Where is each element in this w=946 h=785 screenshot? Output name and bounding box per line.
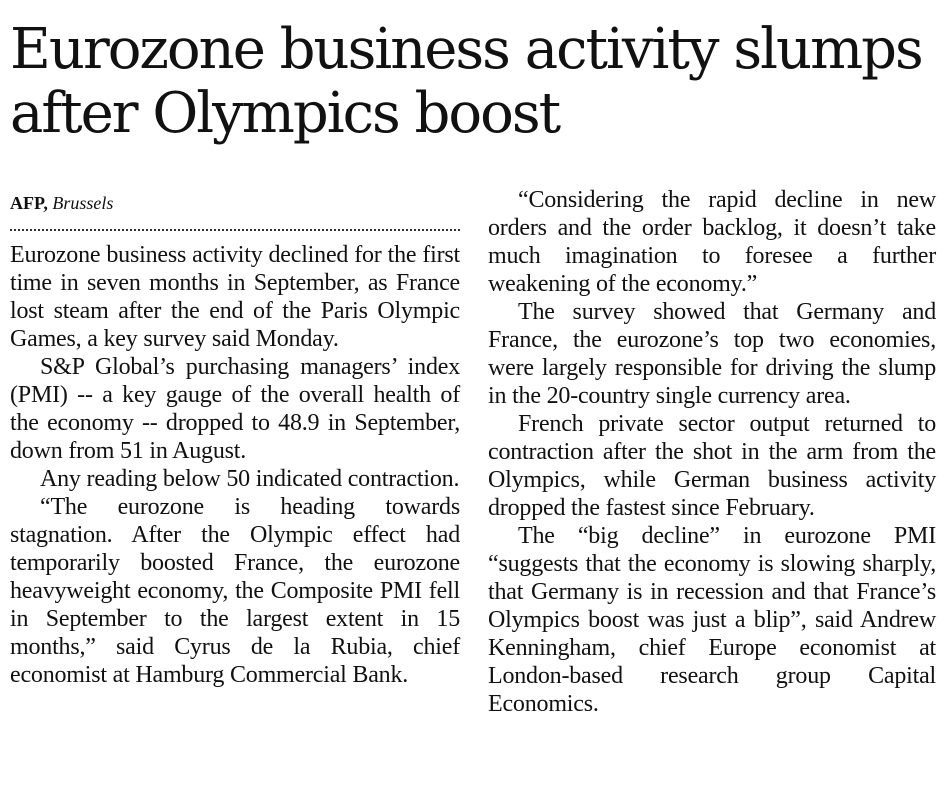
byline-place: Brussels [52, 193, 114, 213]
paragraph: “Considering the rapid decline in new orders and the order backlog, it doesn’t take much imagination to foresee a further weakening of the economy.” [488, 187, 936, 297]
article-column-left [10, 241, 460, 689]
paragraph: S&P Global’s purchasing managers’ index (PMI) -- a key gauge of the overall health of the economy -- dropped to 48.9 in September, down from 51 in August. [10, 354, 460, 464]
paragraph: The survey showed that Germany and France, the eurozone’s top two economies, were largely responsible for driving the slump in the 20-country single currency area. [488, 299, 936, 409]
paragraph: Eurozone business activity declined for the first time in seven months in September, as France lost steam after the end of the Paris Olympic Games, a key survey said Monday. [10, 242, 460, 352]
paragraph: The “big decline” in eurozone PMI “suggests that the economy is slowing sharply, that Germany is in recession and that France’s Olympics boost was just a blip”, said Andrew Kenningham, chief Europe economist at London-based research group Capital Economics. [488, 523, 936, 717]
headline: Eurozone business activity slumps after Olympics boost [10, 17, 922, 146]
paragraph: French private sector output returned to contraction after the shot in the arm from the Olympics, while German business activity dropped the fastest since February. [488, 411, 936, 521]
byline [10, 191, 113, 215]
article-column-right [488, 186, 936, 718]
byline-agency: AFP, [10, 193, 48, 213]
paragraph: “The eurozone is heading towards stagnation. After the Olympic effect had temporarily boosted France, the eurozone heavyweight economy, the Composite PMI fell in September to the largest extent in 15 months,” said Cyrus de la Rubia, chief economist at Hamburg Commercial Bank. [10, 494, 460, 688]
paragraph: Any reading below 50 indicated contraction. [40, 466, 460, 492]
byline-divider [10, 229, 460, 231]
